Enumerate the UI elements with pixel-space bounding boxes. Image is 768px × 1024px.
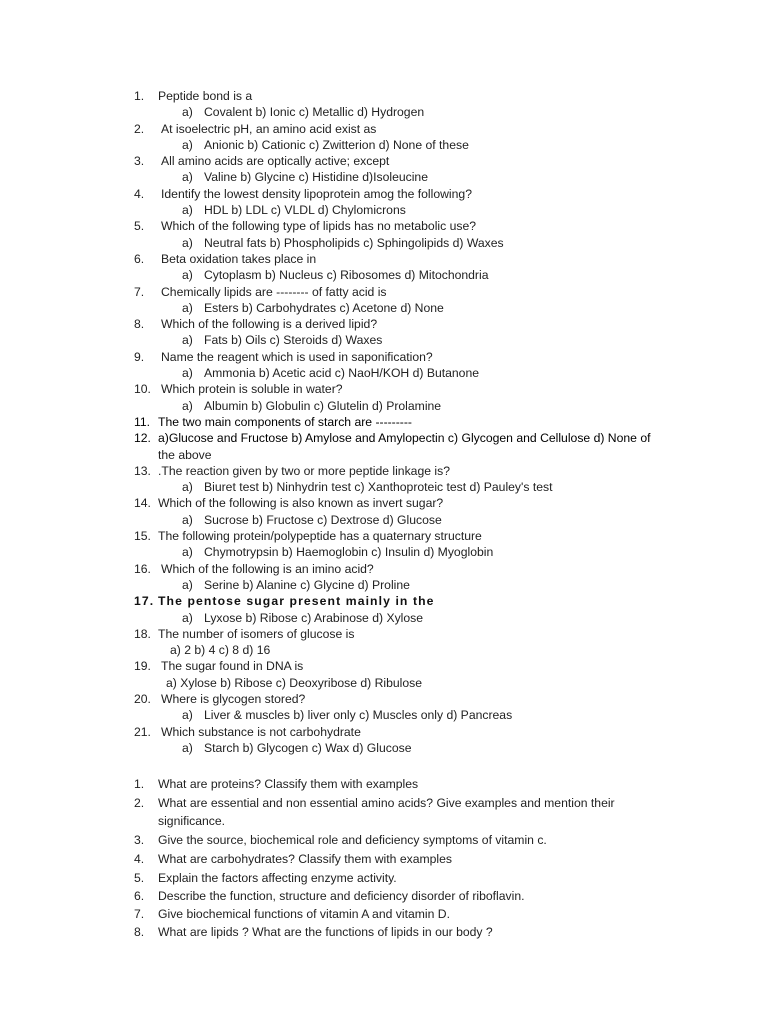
question-number: 15. [134,529,151,544]
mcq-question-14 [0,495,768,511]
question-text: What are carbohydrates? Classify them with examples [158,852,452,866]
option-letter: a) [182,137,193,152]
mcq-question-6 [0,251,768,267]
option-letter: a) [182,170,193,185]
mcq-question-9 [0,349,768,365]
mcq-question-5 [0,218,768,234]
options-text: Neutral fats b) Phospholipids c) Sphingolipids d) Waxes [204,235,504,250]
mcq-options-13 [0,479,768,495]
mcq-question-19 [0,658,768,674]
option-letter: a) [182,203,193,218]
mcq-options-4 [0,202,768,218]
question-number: 7. [134,907,145,921]
question-number: 5. [134,871,145,885]
options-text: Biuret test b) Ninhydrin test c) Xanthoproteic test d) Pauley's test [204,480,553,495]
mcq-options-18 [0,642,768,658]
mcq-options-7 [0,300,768,316]
question-text: Beta oxidation takes place in [161,251,317,266]
option-letter: a) [182,235,193,250]
option-letter: a) [182,300,193,315]
question-number: 3. [134,833,145,847]
question-text: What are proteins? Classify them with examples [158,777,419,791]
mcq-options-5 [0,235,768,251]
mcq-question-10 [0,381,768,397]
mcq-question-8 [0,316,768,332]
question-number: 17. [134,594,155,609]
mcq-question-20 [0,691,768,707]
question-text: Identify the lowest density lipoprotein amog the following? [161,186,472,201]
mcq-question-2 [0,121,768,137]
options-text: Ammonia b) Acetic acid c) NaoH/KOH d) Butanone [204,366,480,381]
essay-question-5 [0,869,768,887]
question-number: 20. [134,691,151,706]
mcq-question-1 [0,88,768,104]
question-number: 9. [134,349,145,364]
question-text: What are lipids ? What are the functions of lipids in our body ? [158,925,493,939]
mcq-options-14 [0,512,768,528]
mcq-options-21 [0,740,768,756]
options-text: Cytoplasm b) Nucleus c) Ribosomes d) Mitochondria [204,268,489,283]
question-number: 16. [134,561,151,576]
question-number: 19. [134,659,151,674]
mcq-question-3 [0,153,768,169]
question-text: At isoelectric pH, an amino acid exist as [161,121,377,136]
options-text: Albumin b) Globulin c) Glutelin d) Prolamine [204,398,442,413]
question-number: 10. [134,382,151,397]
question-text: The following protein/polypeptide has a quaternary structure [158,529,482,544]
question-number: 12. [134,431,151,446]
question-text: Where is glycogen stored? [161,691,306,706]
question-text: Give biochemical functions of vitamin A and vitamin D. [158,907,450,921]
question-text: Chemically lipids are -------- of fatty acid is [161,284,387,299]
question-number: 3. [134,154,145,169]
question-text: Which of the following is a derived lipid? [161,317,378,332]
option-letter: a) [182,105,193,120]
question-number: 11. [134,414,151,429]
options-text: Esters b) Carbohydrates c) Acetone d) None [204,300,444,315]
essay-question-3 [0,831,768,849]
option-letter: a) [182,610,193,625]
mcq-options-3 [0,169,768,185]
option-letter: a) [182,480,193,495]
mcq-question-12-continued [0,447,768,463]
options-text: Valine b) Glycine c) Histidine d)Isoleucine [204,170,428,185]
mcq-options-2 [0,137,768,153]
question-number: 4. [134,852,145,866]
options-text: a) 2 b) 4 c) 8 d) 16 [170,643,271,658]
essay-question-6 [0,887,768,905]
question-number: 2. [134,121,145,136]
question-text: The two main components of starch are --------- [158,414,412,429]
options-text: Chymotrypsin b) Haemoglobin c) Insulin d) Myoglobin [204,545,494,560]
mcq-options-16 [0,577,768,593]
question-number: 1. [134,777,145,791]
essay-question-8 [0,923,768,941]
question-number: 5. [134,219,145,234]
essay-question-1 [0,775,768,793]
question-number: 6. [134,251,145,266]
question-text: a)Glucose and Fructose b) Amylose and Amylopectin c) Glycogen and Cellulose d) None of [158,431,651,446]
options-text: Covalent b) Ionic c) Metallic d) Hydrogen [204,105,425,120]
question-number: 18. [134,626,151,641]
question-number: 2. [134,796,145,810]
question-number: 7. [134,284,145,299]
mcq-question-15 [0,528,768,544]
question-text-continued: the above [158,447,212,462]
question-text: The number of isomers of glucose is [158,626,355,641]
option-letter: a) [182,512,193,527]
question-text: Explain the factors affecting enzyme activity. [158,871,397,885]
mcq-options-10 [0,398,768,414]
question-text: Which of the following is also known as invert sugar? [158,496,444,511]
mcq-options-17 [0,610,768,626]
options-text: Fats b) Oils c) Steroids d) Waxes [204,333,383,348]
mcq-question-13 [0,463,768,479]
options-text: Anionic b) Cationic c) Zwitterion d) None of these [204,137,469,152]
option-letter: a) [182,333,193,348]
mcq-question-11 [0,414,768,430]
mcq-question-4 [0,186,768,202]
question-text: Give the source, biochemical role and deficiency symptoms of vitamin c. [158,833,547,847]
options-text: a) Xylose b) Ribose c) Deoxyribose d) Ribulose [166,675,423,690]
mcq-question-21 [0,724,768,740]
mcq-options-19 [0,675,768,691]
mcq-section [0,88,768,756]
question-text: The pentose sugar present mainly in the [158,594,435,609]
options-text: HDL b) LDL c) VLDL d) Chylomicrons [204,203,406,218]
question-text: All amino acids are optically active; except [161,154,390,169]
question-number: 14. [134,496,151,511]
question-number: 8. [134,925,145,939]
mcq-question-17 [0,593,768,609]
option-letter: a) [182,398,193,413]
question-text: Which substance is not carbohydrate [161,724,361,739]
mcq-options-15 [0,544,768,560]
question-text: Which of the following is an imino acid? [161,561,374,576]
mcq-options-1 [0,104,768,120]
mcq-options-20 [0,707,768,723]
options-text: Starch b) Glycogen c) Wax d) Glucose [204,740,412,755]
essay-question-4 [0,850,768,868]
option-letter: a) [182,577,193,592]
question-number: 13. [134,463,151,478]
option-letter: a) [182,268,193,283]
question-number: 1. [134,89,145,103]
mcq-options-8 [0,332,768,348]
options-text: Lyxose b) Ribose c) Arabinose d) Xylose [204,610,424,625]
question-text: What are essential and non essential amino acids? Give examples and mention their significance. [158,796,615,828]
option-letter: a) [182,740,193,755]
question-number: 4. [134,186,145,201]
question-number: 8. [134,317,145,332]
essay-section [0,775,768,941]
question-text: Describe the function, structure and deficiency disorder of riboflavin. [158,889,525,903]
essay-question-7 [0,905,768,923]
mcq-options-9 [0,365,768,381]
question-text: Which of the following type of lipids has no metabolic use? [161,219,477,234]
mcq-question-7 [0,284,768,300]
question-text: Name the reagent which is used in saponification? [161,349,433,364]
mcq-question-18 [0,626,768,642]
option-letter: a) [182,708,193,723]
options-text: Sucrose b) Fructose c) Dextrose d) Glucose [204,512,442,527]
option-letter: a) [182,366,193,381]
mcq-question-12 [0,430,768,446]
options-text: Liver & muscles b) liver only c) Muscles only d) Pancreas [204,708,513,723]
question-number: 6. [134,889,145,903]
essay-question-2 [0,794,768,830]
option-letter: a) [182,545,193,560]
mcq-question-16 [0,561,768,577]
question-text: .The reaction given by two or more peptide linkage is? [158,463,450,478]
question-text: Which protein is soluble in water? [161,382,343,397]
options-text: Serine b) Alanine c) Glycine d) Proline [204,577,410,592]
question-text: The sugar found in DNA is [161,659,304,674]
question-text: Peptide bond is a [158,89,253,103]
mcq-options-6 [0,267,768,283]
question-number: 21. [134,724,151,739]
